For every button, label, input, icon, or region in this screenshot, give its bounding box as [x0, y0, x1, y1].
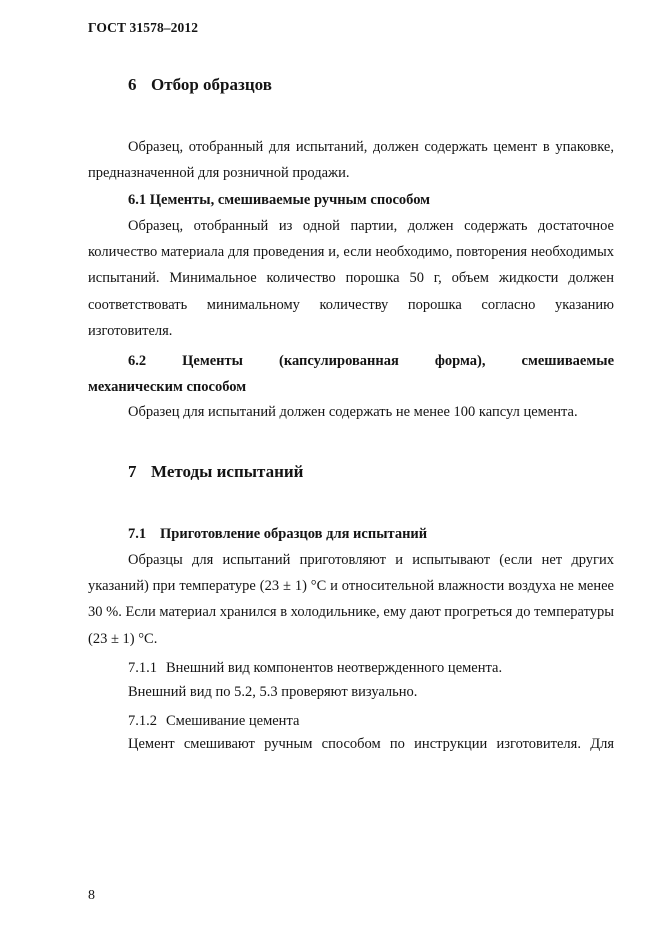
clause-title: Внешний вид компонентов неотвержденного цемента.	[166, 660, 503, 676]
section-title: Методы испытаний	[151, 462, 304, 481]
subsection-6-1-heading: 6.1 Цементы, смешиваемые ручным способом	[128, 192, 431, 208]
clause-7-1-1-text: Внешний вид по 5.2, 5.3 проверяют визуально.	[128, 684, 418, 700]
section-number: 7	[128, 462, 137, 481]
section-6-heading	[128, 75, 272, 95]
heading-line: 6.2 Цементы (капсулированная форма), смешиваемые	[128, 353, 614, 369]
section-6-intro	[88, 134, 614, 186]
paragraph: Образец, отобранный из одной партии, должен содержать достаточное количество материала для проведения и, если необходимо, повторения необходимых испытаний. Минимальное количество порошка 50 г, объем жидкости должен соответствовать минимальному количеству порошка согласно указанию изготовителя.	[88, 218, 614, 339]
document-header: ГОСТ 31578–2012	[88, 20, 199, 35]
subsection-6-2-heading	[88, 348, 614, 400]
section-7-heading	[128, 462, 303, 482]
clause-number: 7.1.2	[128, 713, 157, 729]
section-number: 6	[128, 75, 137, 94]
clause-7-1-2-text: Цемент смешивают ручным способом по инструкции изготовителя. Для	[128, 736, 614, 752]
paragraph: Образцы для испытаний приготовляют и испытывают (если нет других указаний) при температуре (23 ± 1) °С и относительной влажности воздуха не менее 30 %. Если материал хранился в холодильнике, ему дают прогреться до температуры (23 ± 1) °С.	[88, 552, 614, 647]
page-number: 8	[88, 888, 95, 903]
subsection-7-1-text	[88, 547, 614, 652]
heading-line: механическим способом	[88, 379, 247, 396]
clause-title: Смешивание цемента	[166, 713, 300, 729]
subsection-6-2-text: Образец для испытаний должен содержать не менее 100 капсул цемента.	[128, 404, 578, 420]
paragraph: Образец, отобранный для испытаний, должен содержать цемент в упаковке, предназначенной для розничной продажи.	[88, 139, 614, 182]
section-title: Отбор образцов	[151, 75, 272, 94]
subsection-number: 7.1	[128, 526, 147, 542]
clause-number: 7.1.1	[128, 660, 157, 676]
clause-7-1-2-heading	[128, 708, 299, 734]
subsection-6-1-text	[88, 213, 614, 344]
clause-7-1-1-heading	[128, 655, 502, 681]
subsection-7-1-heading	[128, 521, 427, 547]
subsection-title: Приготовление образцов для испытаний	[160, 526, 428, 542]
